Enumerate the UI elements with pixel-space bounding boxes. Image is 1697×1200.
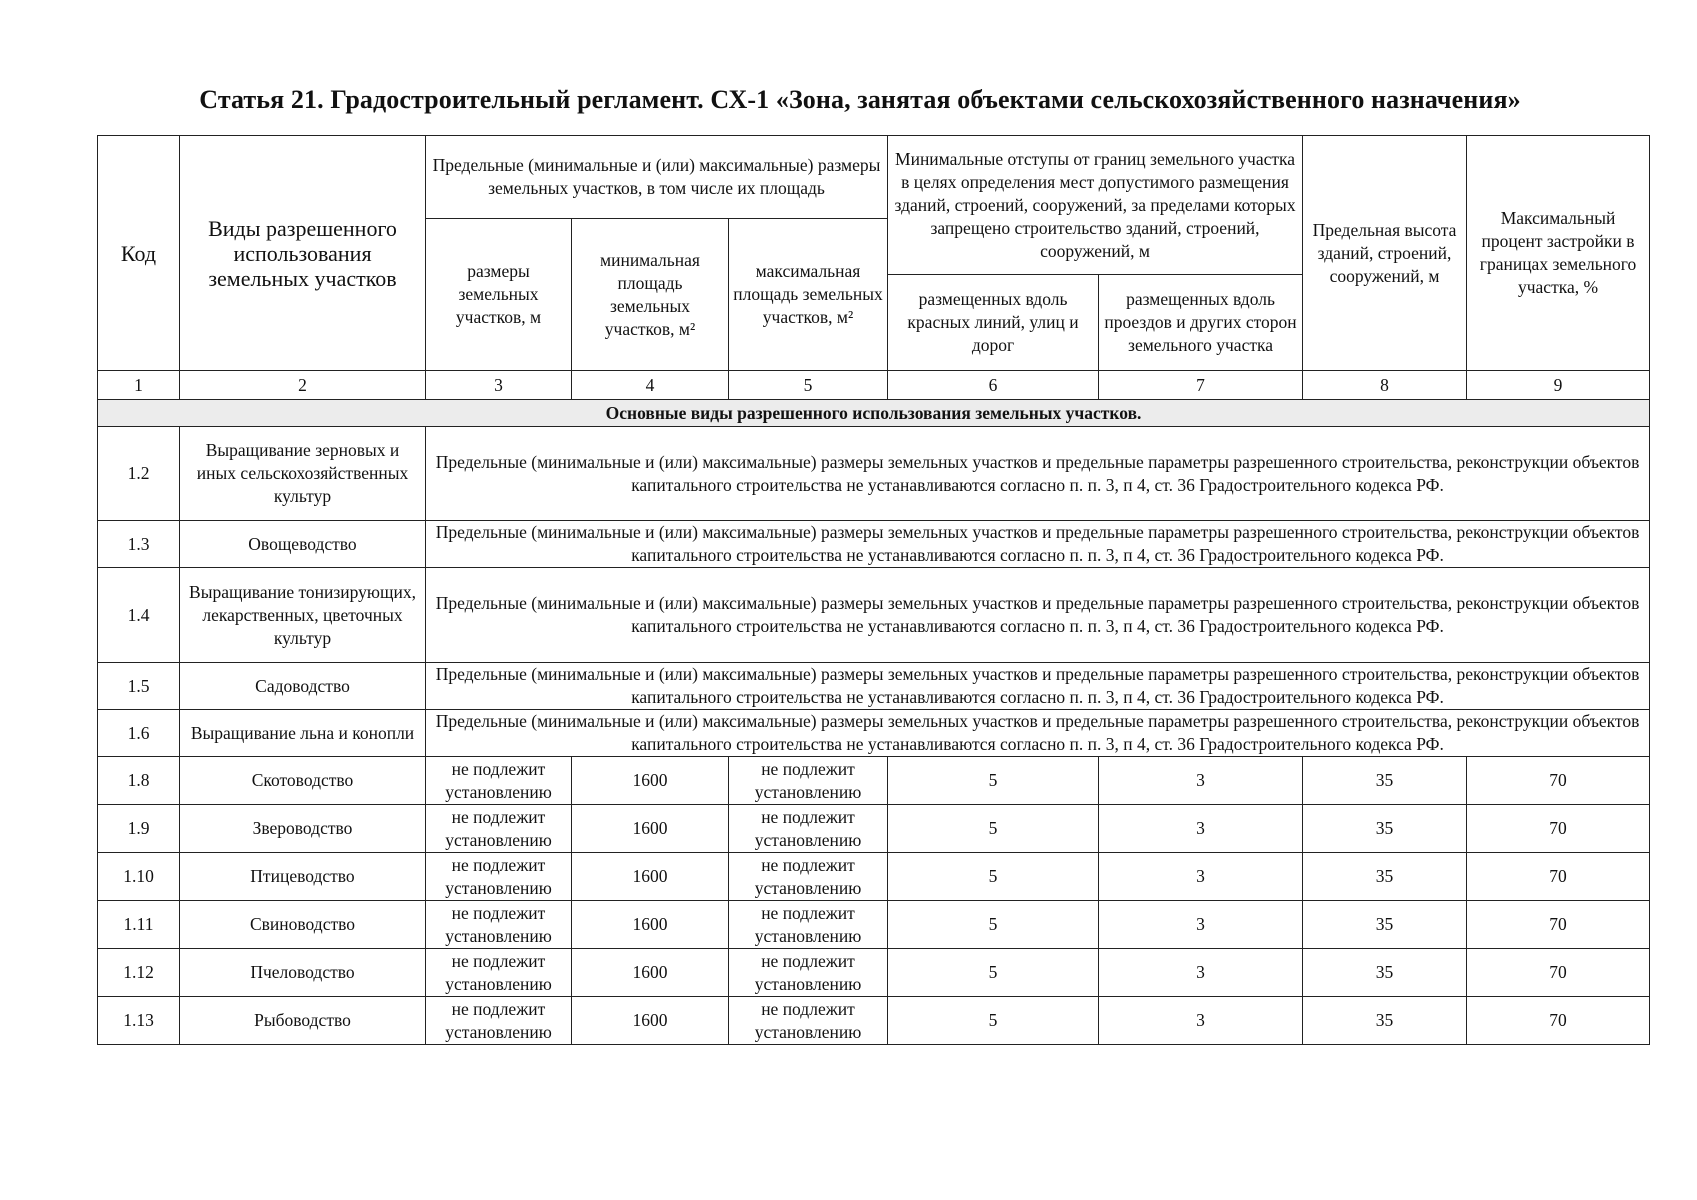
row-height: 35 (1303, 997, 1467, 1045)
column-number: 8 (1303, 371, 1467, 400)
row-max-area: не подлежит установлению (729, 949, 888, 997)
header-code: Код (98, 136, 180, 371)
table-row (98, 997, 1650, 1045)
table-row (98, 427, 1650, 521)
row-code: 1.6 (98, 710, 180, 757)
row-use-name: Выращивание льна и конопли (180, 710, 426, 757)
row-code: 1.13 (98, 997, 180, 1045)
table-row (98, 805, 1650, 853)
table-row (98, 710, 1650, 757)
row-coverage: 70 (1467, 949, 1650, 997)
column-number: 1 (98, 371, 180, 400)
header-height: Предельная высота зданий, строений, сооружений, м (1303, 136, 1467, 371)
header-use-type: Виды разрешенного использования земельных участков (180, 136, 426, 371)
row-min-area: 1600 (572, 757, 729, 805)
row-setback-other: 3 (1099, 997, 1303, 1045)
row-setback-red: 5 (888, 949, 1099, 997)
row-coverage: 70 (1467, 997, 1650, 1045)
row-max-area: не подлежит установлению (729, 805, 888, 853)
regulation-table (97, 135, 1650, 1045)
row-use-name: Овощеводство (180, 521, 426, 568)
row-height: 35 (1303, 949, 1467, 997)
row-setback-red: 5 (888, 997, 1099, 1045)
row-code: 1.2 (98, 427, 180, 521)
header-setback-group: Минимальные отступы от границ земельного участка в целях определения мест допустимого размещения зданий, строений, сооружений, за пределами которых запрещено строительство зданий, строений, сооружений, м (888, 136, 1303, 275)
header-size: размеры земельных участков, м (426, 219, 572, 371)
column-number: 3 (426, 371, 572, 400)
row-min-area: 1600 (572, 805, 729, 853)
row-coverage: 70 (1467, 853, 1650, 901)
row-use-name: Скотоводство (180, 757, 426, 805)
row-size: не подлежит установлению (426, 757, 572, 805)
table-row (98, 521, 1650, 568)
row-use-name: Свиноводство (180, 901, 426, 949)
row-min-area: 1600 (572, 997, 729, 1045)
row-use-name: Птицеводство (180, 853, 426, 901)
header-min-area: минимальная площадь земельных участков, м² (572, 219, 729, 371)
row-code: 1.9 (98, 805, 180, 853)
row-size: не подлежит установлению (426, 901, 572, 949)
column-numbers-row (98, 371, 1650, 400)
row-height: 35 (1303, 853, 1467, 901)
row-setback-other: 3 (1099, 901, 1303, 949)
row-code: 1.3 (98, 521, 180, 568)
row-max-area: не подлежит установлению (729, 853, 888, 901)
row-not-established-note: Предельные (минимальные и (или) максимальные) размеры земельных участков и предельные параметры разрешенного строительства, реконструкции объектов капитального строительства не устанавливаются согласно п. п. 3, п 4, ст. 36 Градостроительного кодекса РФ. (426, 663, 1650, 710)
header-max-area: максимальная площадь земельных участков, м² (729, 219, 888, 371)
row-not-established-note: Предельные (минимальные и (или) максимальные) размеры земельных участков и предельные параметры разрешенного строительства, реконструкции объектов капитального строительства не устанавливаются согласно п. п. 3, п 4, ст. 36 Градостроительного кодекса РФ. (426, 521, 1650, 568)
table-row (98, 663, 1650, 710)
row-min-area: 1600 (572, 901, 729, 949)
row-use-name: Выращивание зерновых и иных сельскохозяйственных культур (180, 427, 426, 521)
row-setback-red: 5 (888, 757, 1099, 805)
table-row (98, 757, 1650, 805)
row-size: не подлежит установлению (426, 853, 572, 901)
row-code: 1.8 (98, 757, 180, 805)
row-use-name: Рыбоводство (180, 997, 426, 1045)
table-row (98, 568, 1650, 663)
column-number: 5 (729, 371, 888, 400)
row-setback-red: 5 (888, 805, 1099, 853)
header-size-group: Предельные (минимальные и (или) максимальные) размеры земельных участков, в том числе их площадь (426, 136, 888, 219)
row-height: 35 (1303, 757, 1467, 805)
column-number: 4 (572, 371, 729, 400)
row-not-established-note: Предельные (минимальные и (или) максимальные) размеры земельных участков и предельные параметры разрешенного строительства, реконструкции объектов капитального строительства не устанавливаются согласно п. п. 3, п 4, ст. 36 Градостроительного кодекса РФ. (426, 427, 1650, 521)
section-title: Основные виды разрешенного использования земельных участков. (98, 400, 1650, 427)
row-use-name: Пчеловодство (180, 949, 426, 997)
row-use-name: Звероводство (180, 805, 426, 853)
row-not-established-note: Предельные (минимальные и (или) максимальные) размеры земельных участков и предельные параметры разрешенного строительства, реконструкции объектов капитального строительства не устанавливаются согласно п. п. 3, п 4, ст. 36 Градостроительного кодекса РФ. (426, 568, 1650, 663)
row-setback-other: 3 (1099, 757, 1303, 805)
column-number: 7 (1099, 371, 1303, 400)
row-height: 35 (1303, 901, 1467, 949)
row-min-area: 1600 (572, 949, 729, 997)
row-not-established-note: Предельные (минимальные и (или) максимальные) размеры земельных участков и предельные параметры разрешенного строительства, реконструкции объектов капитального строительства не устанавливаются согласно п. п. 3, п 4, ст. 36 Градостроительного кодекса РФ. (426, 710, 1650, 757)
row-max-area: не подлежит установлению (729, 901, 888, 949)
row-max-area: не подлежит установлению (729, 757, 888, 805)
row-height: 35 (1303, 805, 1467, 853)
row-setback-other: 3 (1099, 805, 1303, 853)
row-coverage: 70 (1467, 757, 1650, 805)
row-code: 1.10 (98, 853, 180, 901)
row-setback-red: 5 (888, 853, 1099, 901)
column-number: 9 (1467, 371, 1650, 400)
row-code: 1.5 (98, 663, 180, 710)
header-coverage: Максимальный процент застройки в границах земельного участка, % (1467, 136, 1650, 371)
table-row (98, 901, 1650, 949)
row-size: не подлежит установлению (426, 805, 572, 853)
column-number: 6 (888, 371, 1099, 400)
row-code: 1.4 (98, 568, 180, 663)
header-setback-other: размещенных вдоль проездов и других сторон земельного участка (1099, 275, 1303, 371)
row-setback-other: 3 (1099, 949, 1303, 997)
row-size: не подлежит установлению (426, 997, 572, 1045)
table-row (98, 949, 1650, 997)
column-number: 2 (180, 371, 426, 400)
row-min-area: 1600 (572, 853, 729, 901)
header-setback-red: размещенных вдоль красных линий, улиц и дорог (888, 275, 1099, 371)
table-row (98, 853, 1650, 901)
row-code: 1.12 (98, 949, 180, 997)
row-use-name: Садоводство (180, 663, 426, 710)
row-max-area: не подлежит установлению (729, 997, 888, 1045)
row-code: 1.11 (98, 901, 180, 949)
row-coverage: 70 (1467, 901, 1650, 949)
row-setback-other: 3 (1099, 853, 1303, 901)
row-size: не подлежит установлению (426, 949, 572, 997)
row-use-name: Выращивание тонизирующих, лекарственных, цветочных культур (180, 568, 426, 663)
row-setback-red: 5 (888, 901, 1099, 949)
page-title: Статья 21. Градостроительный регламент. СХ-1 «Зона, занятая объектами сельскохозяйственного назначения» (199, 85, 1521, 114)
row-coverage: 70 (1467, 805, 1650, 853)
